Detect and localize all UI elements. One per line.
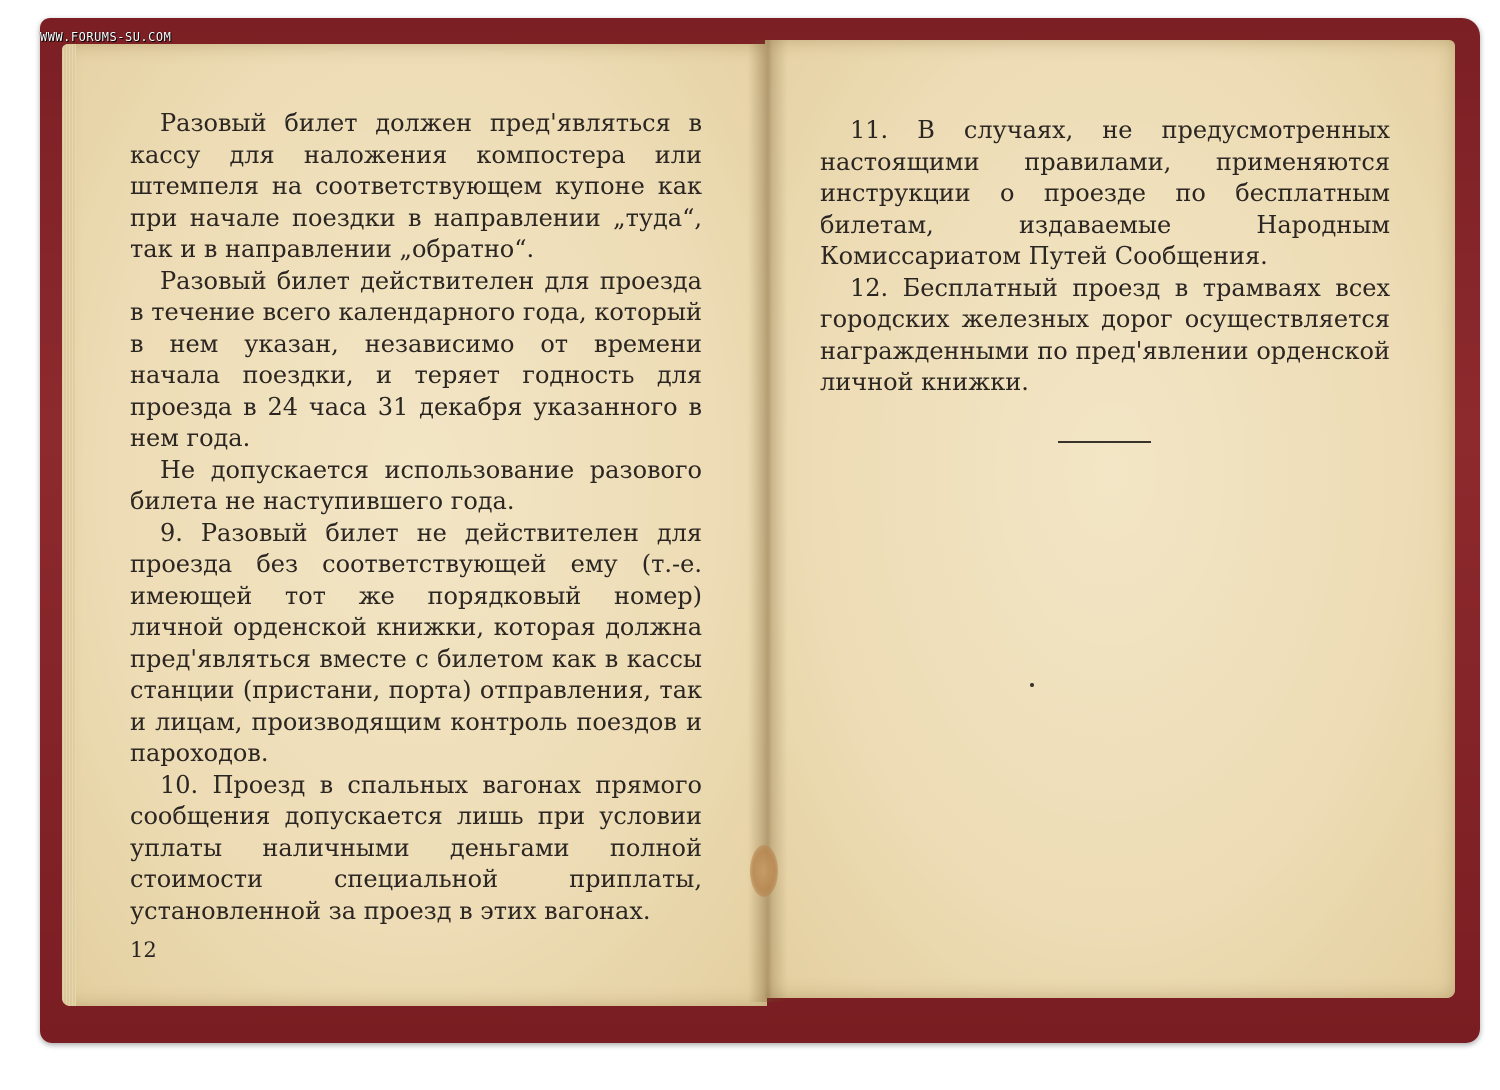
right-page-text bbox=[820, 115, 1390, 399]
left-paragraph-2: Разовый билет действителен для проезда в течение всего календарного года, который в нем указан, независимо от времени начала поездки, и теряет годность для проезда в 24 часа 31 декабря указанного в нем года. bbox=[130, 266, 702, 452]
left-paragraph-rule-10: 10. Проезд в спальных вагонах прямого сообщения допускается лишь при условии уплаты наличными деньгами полной стоимости специальной приплаты, установленной за проезд в этих вагонах. bbox=[130, 770, 702, 925]
right-paragraph-rule-11: 11. В случаях, не предусмотренных настоящими правилами, применяются инструкции о проезде по бесплатным билетам, издаваемые Народным Комиссариатом Путей Сообщения. bbox=[820, 116, 1390, 270]
binding-stain bbox=[750, 845, 778, 897]
left-paragraph-1: Разовый билет должен пред'являться в кассу для наложения компостера или штемпеля на соответствующем купоне как при начале поездки в направлении „туда“, так и в направлении „обратно“. bbox=[130, 109, 702, 263]
left-page-text bbox=[130, 108, 702, 927]
page-edges bbox=[62, 44, 76, 1006]
end-divider-line bbox=[1058, 441, 1151, 443]
right-paragraph-rule-12: 12. Бесплатный проезд в трамваях всех городских железных дорог осуществляется награжденными по пред'явлении орденской личной книжки. bbox=[820, 273, 1390, 396]
left-paragraph-3: Не допускается использование разового билета не наступившего года. bbox=[130, 455, 702, 515]
paper-speck bbox=[1030, 683, 1034, 687]
watermark-text: WWW.FORUMS-SU.COM bbox=[40, 30, 172, 44]
page-number: 12 bbox=[130, 938, 157, 962]
left-paragraph-rule-9: 9. Разовый билет не действителен для проезда без соответствующей ему (т.-е. имеющей тот же порядковый номер) личной орденской книжки, которая должна пред'являться вместе с билетом как в кассы станции (пристани, порта) отправления, так и лицам, производящим контроль поездов и пароходов. bbox=[130, 518, 702, 767]
